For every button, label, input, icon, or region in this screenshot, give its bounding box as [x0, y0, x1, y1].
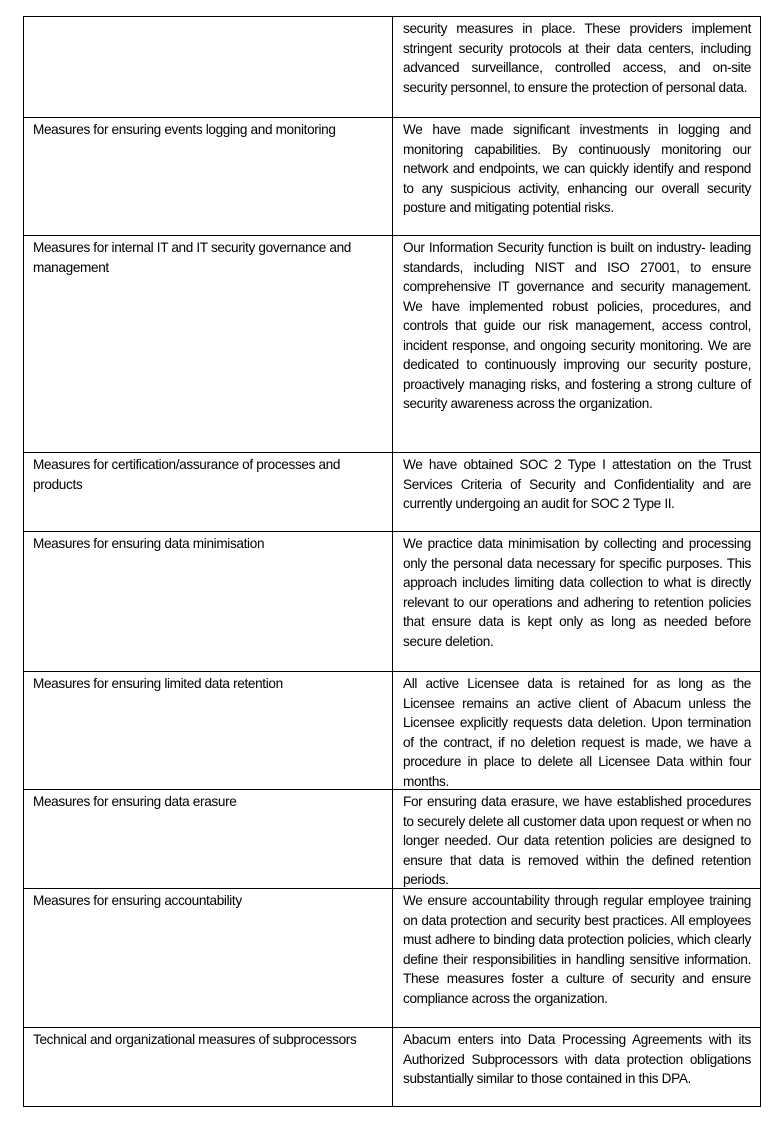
- measure-label: Measures for ensuring data erasure: [33, 794, 237, 809]
- description-cell: [393, 17, 760, 117]
- table-row: [24, 17, 760, 117]
- measure-description: All active Licensee data is retained for as long as the Licensee remains an active client of Abacum unless the Licensee explicitly requests data deletion. Upon termination of the contract, if no deletion request is made, we have a procedure in place to delete all Licensee Data within four months.: [403, 676, 751, 789]
- description-cell: [393, 532, 760, 671]
- measure-description: We have made significant investments in logging and monitoring capabilities. By continuously monitoring our network and endpoints, we can quickly identify and respond to any suspicious activity, enhancing our overall security posture and mitigating potential risks.: [403, 122, 751, 215]
- measure-cell: [24, 17, 393, 117]
- description-cell: [393, 889, 760, 1027]
- table-row: [24, 531, 760, 671]
- table-row: [24, 789, 760, 888]
- description-cell: [393, 672, 760, 789]
- description-cell: [393, 453, 760, 531]
- table-row: [24, 117, 760, 235]
- measure-description: We practice data minimisation by collecting and processing only the personal data necessary for specific purposes. This approach includes limiting data collection to what is directly relevant to our operations and adhering to retention policies that ensure data is kept only as long as needed before secure deletion.: [403, 536, 751, 649]
- measure-cell: [24, 1028, 393, 1106]
- measure-description: security measures in place. These providers implement stringent security protocols at their data centers, including advanced surveillance, controlled access, and on-site security personnel, to ensure the protection of personal data.: [403, 21, 751, 95]
- measure-cell: [24, 118, 393, 235]
- measure-description: For ensuring data erasure, we have established procedures to securely delete all customer data upon request or when no longer needed. Our data retention policies are designed to ensure that data is removed within the defined retention periods.: [403, 794, 751, 887]
- table-row: [24, 1027, 760, 1106]
- measures-table: [23, 16, 761, 1107]
- measure-cell: [24, 453, 393, 531]
- measure-cell: [24, 672, 393, 789]
- table-row: [24, 235, 760, 452]
- description-cell: [393, 1028, 760, 1106]
- measure-description: Our Information Security function is built on industry- leading standards, including NIST and ISO 27001, to ensure comprehensive IT governance and security management. We have implemented robust policies, procedures, and controls that guide our risk management, access control, incident response, and ongoing security monitoring. We are dedicated to continuously improving our security posture, proactively managing risks, and fostering a strong culture of security awareness across the organization.: [403, 240, 751, 411]
- measure-cell: [24, 532, 393, 671]
- measure-description: We ensure accountability through regular employee training on data protection and security best practices. All employees must adhere to binding data protection policies, which clearly define their responsibilities in handling sensitive information. These measures foster a culture of security and ensure compliance across the organization.: [403, 893, 751, 1006]
- measure-label: Measures for internal IT and IT security governance and management: [33, 240, 352, 275]
- table-row: [24, 888, 760, 1027]
- measure-cell: [24, 790, 393, 888]
- description-cell: [393, 118, 760, 235]
- measure-label: Measures for ensuring events logging and monitoring: [33, 122, 336, 137]
- measure-label: Measures for certification/assurance of processes and products: [33, 457, 341, 492]
- measure-label: Measures for ensuring limited data retention: [33, 676, 283, 691]
- measure-description: We have obtained SOC 2 Type I attestation on the Trust Services Criteria of Security and Confidentiality and are currently undergoing an audit for SOC 2 Type II.: [403, 457, 751, 511]
- table-row: [24, 452, 760, 531]
- measure-label: Technical and organizational measures of subprocessors: [33, 1032, 357, 1047]
- measure-description: Abacum enters into Data Processing Agreements with its Authorized Subprocessors with data protection obligations substantially similar to those contained in this DPA.: [403, 1032, 751, 1086]
- measure-label: Measures for ensuring accountability: [33, 893, 242, 908]
- measure-label: Measures for ensuring data minimisation: [33, 536, 265, 551]
- measure-cell: [24, 889, 393, 1027]
- measure-cell: [24, 236, 393, 452]
- description-cell: [393, 790, 760, 888]
- table-row: [24, 671, 760, 789]
- description-cell: [393, 236, 760, 452]
